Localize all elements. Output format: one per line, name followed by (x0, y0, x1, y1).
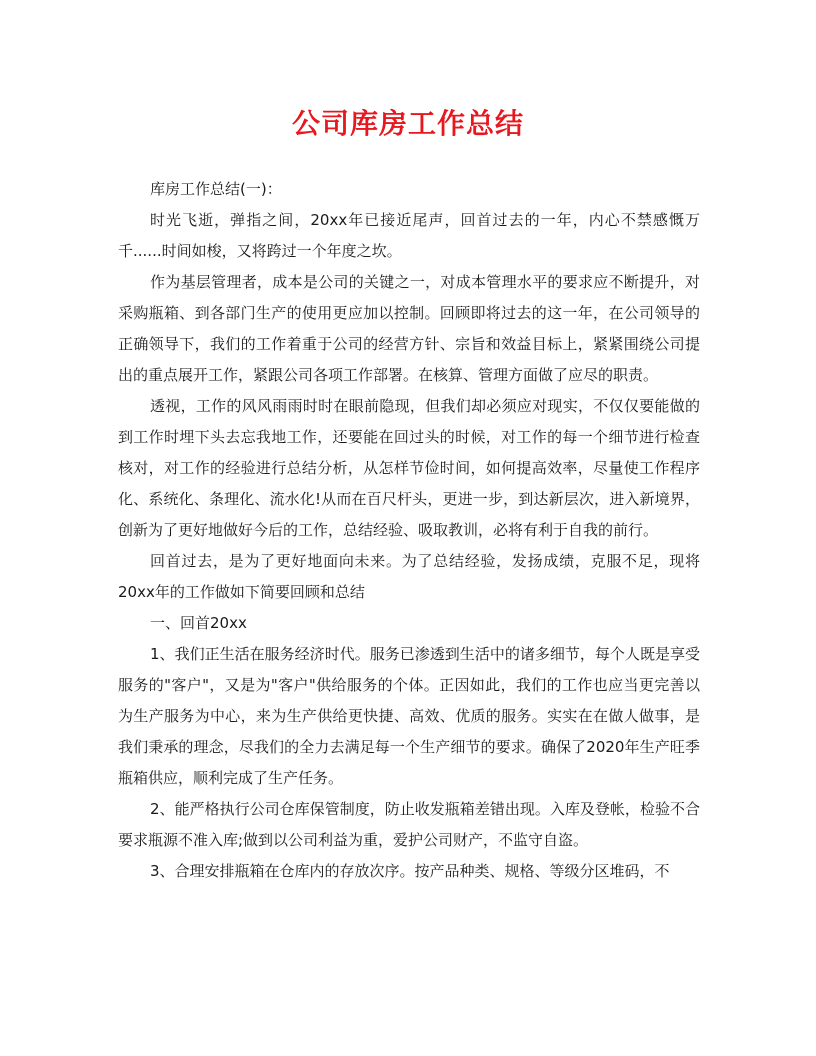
paragraph: 作为基层管理者，成本是公司的关键之一，对成本管理水平的要求应不断提升，对采购瓶箱、到各部门生产的使用更应加以控制。回顾即将过去的这一年，在公司领导的正确领导下，我们的工作着重于公司的经营方针、宗旨和效益目标上，紧紧围绕公司提出的重点展开工作，紧跟公司各项工作部署。在核算、管理方面做了应尽的职责。 (118, 273, 700, 384)
paragraph: 2、能严格执行公司仓库保管制度，防止收发瓶箱差错出现。入库及登帐，检验不合要求瓶源不准入库;做到以公司利益为重，爱护公司财产，不监守自盗。 (118, 800, 700, 849)
paragraph: 时光飞逝，弹指之间，20xx年已接近尾声，回首过去的一年，内心不禁感慨万千......时间如梭，又将跨过一个年度之坎。 (118, 211, 700, 260)
paragraph: 3、合理安排瓶箱在仓库内的存放次序。按产品种类、规格、等级分区堆码，不 (150, 862, 670, 880)
document-body (118, 174, 700, 887)
document-title: 公司库房工作总结 (291, 107, 524, 140)
paragraph: 透视，工作的风风雨雨时时在眼前隐现，但我们却必须应对现实，不仅仅要能做的到工作时埋下头去忘我地工作，还要能在回过头的时候，对工作的每一个细节进行检查核对，对工作的经验进行总结分析，从怎样节俭时间，如何提高效率，尽量使工作程序化、系统化、条理化、流水化!从而在百尺杆头，更进一步，到达新层次，进入新境界，创新为了更好地做好今后的工作，总结经验、吸取教训，必将有利于自我的前行。 (118, 397, 700, 539)
paragraph: 1、我们正生活在服务经济时代。服务已渗透到生活中的诸多细节，每个人既是享受服务的"客户"，又是为"客户"供给服务的个体。正因如此，我们的工作也应当更完善以为生产服务为中心，来为生产供给更快捷、高效、优质的服务。实实在在做人做事，是我们秉承的理念，尽我们的全力去满足每一个生产细节的要求。确保了2020年生产旺季瓶箱供应，顺利完成了生产任务。 (118, 645, 700, 787)
paragraph: 回首过去，是为了更好地面向未来。为了总结经验，发扬成绩，克服不足，现将20xx年的工作做如下简要回顾和总结 (118, 552, 700, 601)
section-heading: 一、回首20xx (150, 614, 247, 632)
paragraph-heading: 库房工作总结(一)： (150, 180, 282, 198)
